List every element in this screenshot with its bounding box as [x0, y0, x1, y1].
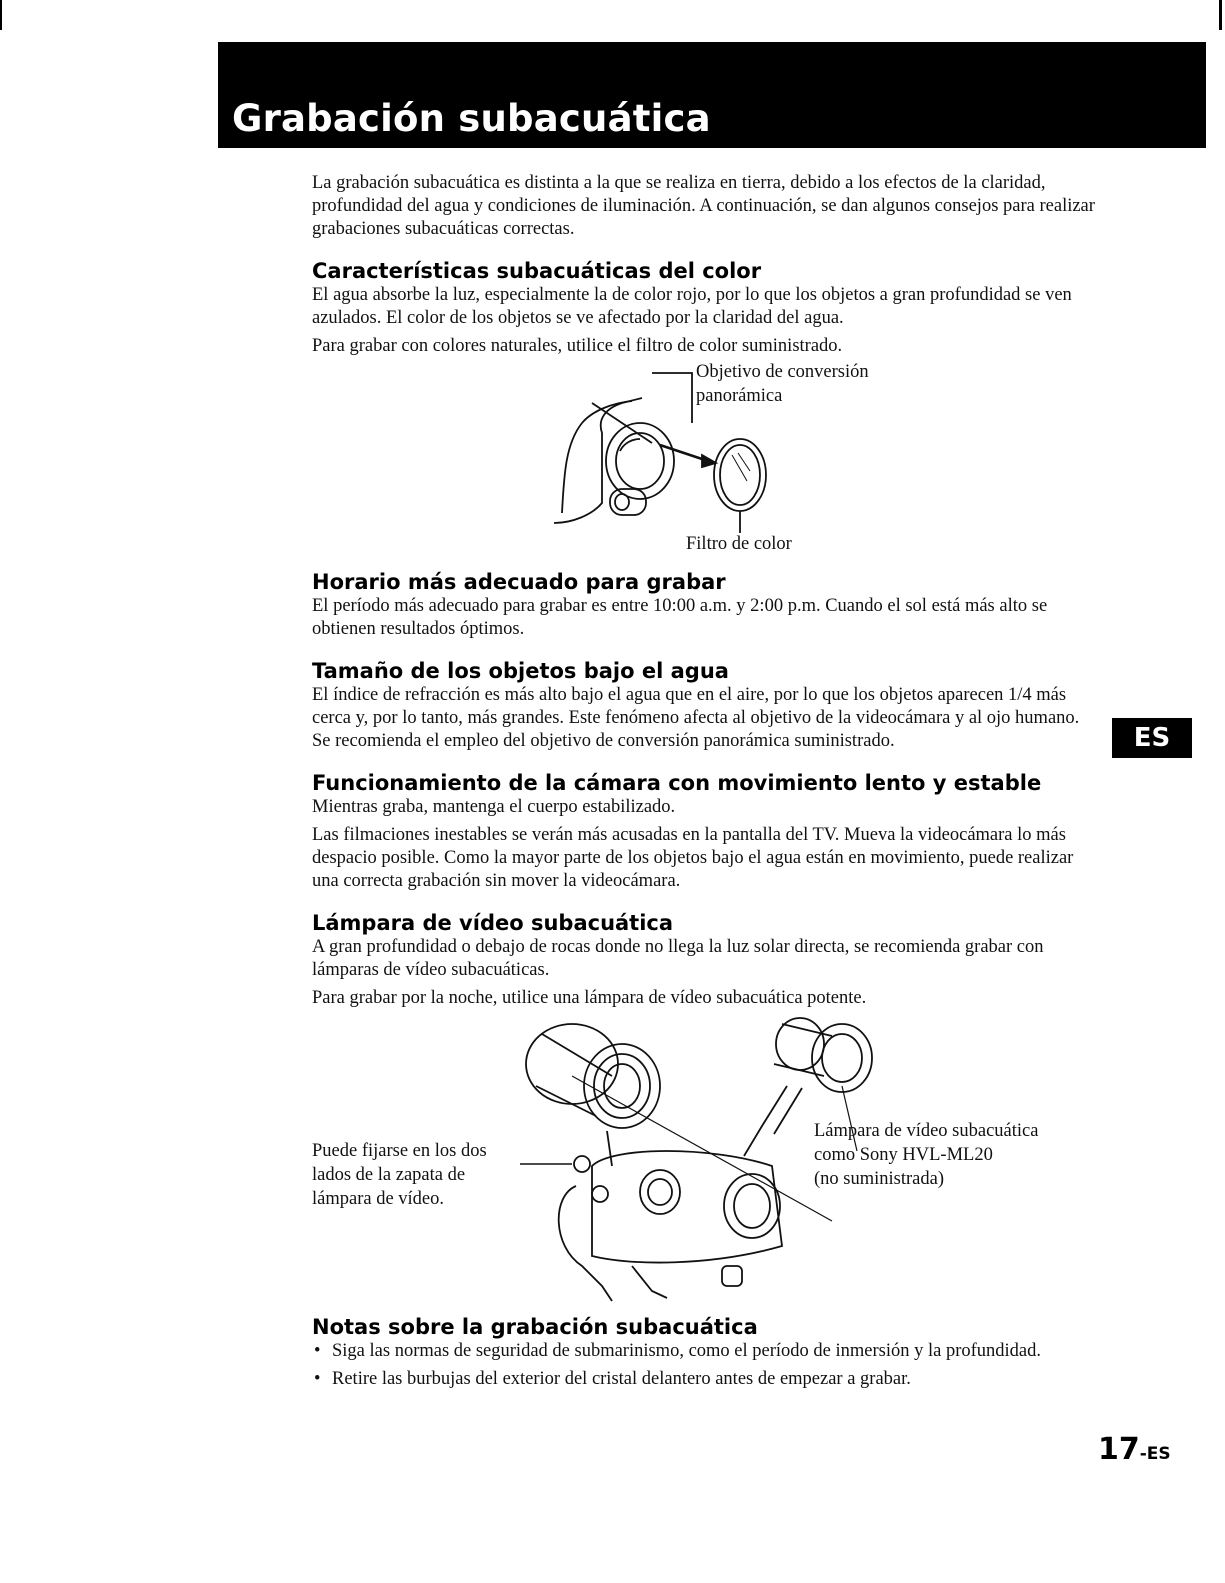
- right-edge-mark: [1219, 0, 1222, 30]
- section-lamp-text-1: A gran profundidad o debajo de rocas donde no llega la luz solar directa, se recomienda grabar con lámparas de vídeo subacuáticas.: [312, 937, 1044, 980]
- lens-label-line-1: Objetivo de conversión: [696, 362, 869, 382]
- intro-paragraph: La grabación subacuática es distinta a la que se realiza en tierra, debido a los efectos de la claridad, profundidad del agua y condiciones de iluminación. A continuación, se dan algunos consejos para realizar grabaciones subacuáticas correctas.: [312, 173, 1095, 239]
- section-color-text-2: Para grabar con colores naturales, utilice el filtro de color suministrado.: [312, 336, 843, 356]
- note-text: Siga las normas de seguridad de submarinismo, como el período de inmersión y la profundidad.: [332, 1341, 1042, 1361]
- section-movement-text-1: Mientras graba, mantenga el cuerpo estabilizado.: [312, 797, 676, 817]
- note-text: Retire las burbujas del exterior del cristal delantero antes de empezar a grabar.: [332, 1369, 911, 1389]
- section-heading-lamp: Lámpara de vídeo subacuática: [312, 911, 674, 935]
- lamp-label-line-3: (no suministrada): [814, 1169, 944, 1189]
- section-lamp-text-2: Para grabar por la noche, utilice una lámpara de vídeo subacuática potente.: [312, 988, 867, 1008]
- figure-lens-filter: [312, 363, 1102, 561]
- section-movement-text-2: Las filmaciones inestables se verán más acusadas en la pantalla del TV. Mueva la videocámara lo más despacio posible. Como la mayor parte de los objetos bajo el agua están en movimiento, puede realizar una correcta grabación sin mover la videocámara.: [312, 825, 1074, 891]
- section-time-text: El período más adecuado para grabar es entre 10:00 a.m. y 2:00 p.m. Cuando el sol está más alto se obtienen resultados óptimos.: [312, 596, 1048, 639]
- section-color-text-1: El agua absorbe la luz, especialmente la de color rojo, por lo que los objetos a gran profundidad se ven azulados. El color de los objetos se ve afectado por la claridad del agua.: [312, 285, 1072, 328]
- notes-list: [312, 1340, 1102, 1391]
- lamp-label-line-1: Lámpara de vídeo subacuática: [814, 1121, 1039, 1141]
- lamp-label-line-2: como Sony HVL-ML20: [814, 1145, 993, 1165]
- page-title: Grabación subacuática: [232, 97, 711, 140]
- attach-label-line-3: lámpara de vídeo.: [312, 1189, 445, 1209]
- attach-label-line-2: lados de la zapata de: [312, 1165, 466, 1185]
- list-item: [312, 1340, 1102, 1363]
- section-heading-movement: Funcionamiento de la cámara con movimiento lento y estable: [312, 771, 1042, 795]
- title-bar: [218, 42, 1206, 148]
- bullet: •: [314, 1369, 321, 1389]
- bullet: •: [314, 1341, 321, 1361]
- section-heading-notes: Notas sobre la grabación subacuática: [312, 1315, 758, 1339]
- left-edge-mark: [0, 0, 2, 30]
- section-heading-size: Tamaño de los objetos bajo el agua: [312, 659, 729, 683]
- section-heading-color: Características subacuáticas del color: [312, 259, 762, 283]
- figure-video-lamps: [312, 1016, 1102, 1308]
- section-heading-time: Horario más adecuado para grabar: [312, 570, 726, 594]
- filter-label: Filtro de color: [686, 534, 792, 554]
- page-number-suffix: -ES: [1139, 1444, 1171, 1464]
- section-size-text: El índice de refracción es más alto bajo el agua que en el aire, por lo que los objetos aparecen 1/4 más cerca y, por lo tanto, más grandes. Este fenómeno afecta al objetivo de la videocámara y al ojo humano. Se recomienda el empleo del objetivo de conversión panorámica suministrado.: [312, 685, 1080, 751]
- page-number: [1098, 1432, 1171, 1467]
- page-number-value: 17: [1098, 1432, 1140, 1467]
- list-item: [312, 1368, 1102, 1391]
- attach-label-line-1: Puede fijarse en los dos: [312, 1141, 487, 1161]
- language-tab: ES: [1112, 718, 1192, 758]
- main-content: [312, 172, 1102, 1396]
- lens-label-line-2: panorámica: [696, 386, 783, 406]
